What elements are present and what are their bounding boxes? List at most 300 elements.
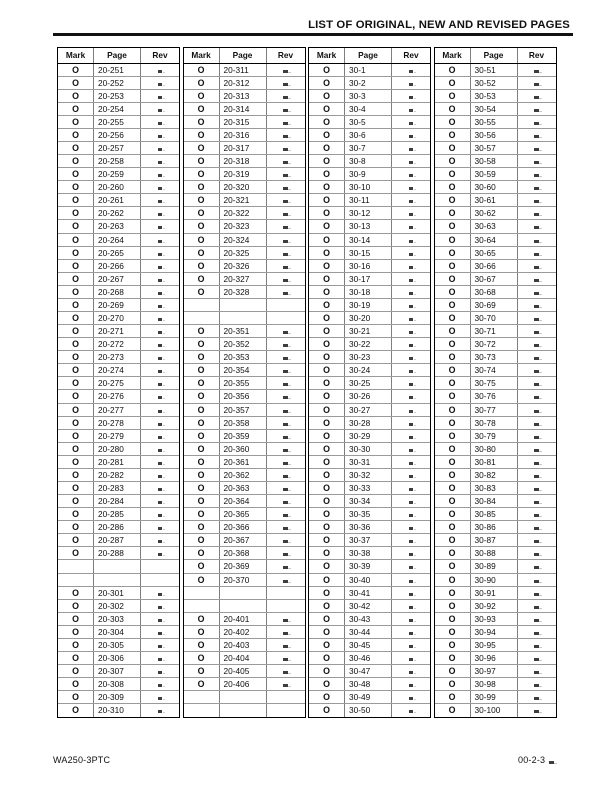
mark-symbol: O — [197, 378, 205, 389]
rev-cell — [392, 587, 430, 599]
rev-mark-icon — [158, 514, 163, 517]
table-row — [309, 639, 430, 652]
page-cell: 20-363 — [220, 482, 267, 494]
mark-symbol: O — [323, 561, 330, 572]
table-row — [309, 547, 430, 560]
table-row — [435, 600, 556, 613]
mark-cell — [435, 168, 471, 180]
rev-cell — [392, 77, 430, 89]
mark-symbol: O — [197, 456, 205, 467]
mark-symbol: O — [197, 443, 205, 454]
page-cell: 20-308 — [94, 678, 141, 690]
mark-cell — [184, 508, 220, 520]
page-cell: 30-64 — [471, 234, 518, 246]
column-header-page: Page — [94, 48, 141, 63]
rev-cell — [392, 142, 430, 154]
mark-symbol: O — [323, 469, 330, 480]
page-cell: 20-310 — [94, 704, 141, 717]
mark-symbol: O — [323, 365, 330, 376]
mark-symbol: O — [197, 613, 205, 624]
rev-cell — [141, 430, 179, 442]
mark-cell — [184, 364, 220, 376]
rev-cell — [392, 325, 430, 337]
mark-cell — [435, 90, 471, 102]
rev-cell — [267, 77, 305, 89]
rev-mark-icon — [283, 580, 288, 583]
page-cell: 30-22 — [345, 338, 392, 350]
rev-mark-icon — [534, 671, 539, 674]
rev-cell — [518, 417, 556, 429]
column-header-mark: Mark — [435, 48, 471, 63]
page-cell: 30-79 — [471, 430, 518, 442]
table-row — [184, 286, 305, 299]
mark-cell — [184, 560, 220, 572]
rev-mark-icon — [534, 305, 539, 308]
rev-mark-icon — [409, 423, 414, 426]
mark-cell — [58, 129, 94, 141]
rev-cell — [518, 587, 556, 599]
rev-cell — [392, 247, 430, 259]
rev-mark-icon — [534, 436, 539, 439]
page-cell: 20-357 — [220, 404, 267, 416]
rev-cell — [518, 560, 556, 572]
page-cell: 20-361 — [220, 456, 267, 468]
mark-symbol: O — [448, 679, 456, 690]
rev-cell — [141, 560, 179, 572]
rev-cell — [518, 364, 556, 376]
mark-symbol: O — [323, 234, 330, 245]
rev-cell — [518, 600, 556, 612]
mark-symbol: O — [448, 129, 456, 140]
rev-cell — [518, 613, 556, 625]
mark-symbol: O — [197, 666, 205, 677]
rev-mark-icon — [283, 396, 288, 399]
rev-cell — [141, 639, 179, 651]
mark-symbol: O — [72, 299, 79, 310]
mark-symbol: O — [323, 64, 330, 75]
mark-cell — [184, 665, 220, 677]
rev-mark-icon — [534, 83, 539, 86]
page-cell: 20-269 — [94, 299, 141, 311]
mark-symbol: O — [323, 626, 330, 637]
mark-symbol: O — [197, 404, 205, 415]
rev-mark-icon — [283, 161, 288, 164]
mark-symbol: O — [197, 169, 205, 180]
table-row — [309, 417, 430, 430]
table-row — [184, 351, 305, 364]
table-row — [184, 142, 305, 155]
rev-mark-icon — [409, 200, 414, 203]
mark-symbol: O — [72, 208, 79, 219]
table-row — [184, 652, 305, 665]
rev-mark-icon — [409, 580, 414, 583]
mark-cell — [58, 351, 94, 363]
mark-symbol: O — [323, 299, 330, 310]
mark-symbol: O — [72, 509, 79, 520]
page-cell: 20-256 — [94, 129, 141, 141]
rev-mark-icon — [158, 423, 163, 426]
mark-symbol: O — [323, 312, 330, 323]
mark-symbol: O — [197, 156, 205, 167]
mark-cell — [435, 207, 471, 219]
rev-cell — [392, 469, 430, 481]
mark-cell — [184, 574, 220, 586]
mark-cell — [184, 286, 220, 298]
mark-symbol: O — [323, 639, 330, 650]
mark-cell — [309, 312, 345, 324]
page-cell: 30-27 — [345, 404, 392, 416]
table-row — [435, 665, 556, 678]
rev-mark-icon — [409, 331, 414, 334]
mark-cell — [184, 260, 220, 272]
page-cell: 20-317 — [220, 142, 267, 154]
rev-mark-icon — [534, 593, 539, 596]
table-row — [58, 273, 179, 286]
page-cell: 20-315 — [220, 116, 267, 128]
mark-symbol: O — [197, 679, 205, 690]
rev-mark-icon — [534, 619, 539, 622]
page-cell: 30-50 — [345, 704, 392, 717]
rev-cell — [267, 168, 305, 180]
table-row — [184, 508, 305, 521]
table-row — [309, 299, 430, 312]
mark-cell — [435, 665, 471, 677]
rev-mark-icon — [158, 540, 163, 543]
table-row — [184, 404, 305, 417]
rev-cell — [141, 587, 179, 599]
page-cell: 30-61 — [471, 194, 518, 206]
page-cell: 20-352 — [220, 338, 267, 350]
rev-cell — [267, 534, 305, 546]
mark-cell — [435, 129, 471, 141]
page-cell — [220, 704, 267, 717]
mark-cell — [309, 260, 345, 272]
page-cell: 30-59 — [471, 168, 518, 180]
rev-mark-icon — [409, 383, 414, 386]
mark-cell — [58, 234, 94, 246]
rev-cell — [141, 495, 179, 507]
table-row — [58, 168, 179, 181]
page-cell: 30-36 — [345, 521, 392, 533]
rev-cell — [267, 207, 305, 219]
table-row — [309, 220, 430, 233]
table-row — [435, 430, 556, 443]
page-cell: 30-11 — [345, 194, 392, 206]
table-row — [435, 273, 556, 286]
page-cell: 20-369 — [220, 560, 267, 572]
rev-cell — [518, 220, 556, 232]
mark-cell — [435, 299, 471, 311]
table-row — [309, 574, 430, 587]
rev-cell — [141, 574, 179, 586]
table-row — [58, 430, 179, 443]
rev-cell — [518, 168, 556, 180]
page-cell: 30-90 — [471, 574, 518, 586]
rev-cell — [518, 430, 556, 442]
page-cell: 30-88 — [471, 547, 518, 559]
mark-cell — [184, 534, 220, 546]
table-row — [309, 613, 430, 626]
page-cell: 20-367 — [220, 534, 267, 546]
mark-symbol: O — [448, 90, 456, 101]
table-row — [309, 351, 430, 364]
table-row — [435, 90, 556, 103]
mark-symbol: O — [448, 326, 456, 337]
rev-mark-icon — [409, 449, 414, 452]
table-row — [58, 560, 179, 573]
table-row — [58, 116, 179, 129]
page-cell: 20-359 — [220, 430, 267, 442]
mark-symbol: O — [197, 221, 205, 232]
table-row — [435, 129, 556, 142]
rev-cell — [518, 665, 556, 677]
mark-symbol: O — [323, 273, 330, 284]
rev-cell — [267, 364, 305, 376]
rev-cell — [141, 168, 179, 180]
mark-symbol: O — [197, 522, 205, 533]
rev-cell — [267, 155, 305, 167]
page-cell: 20-301 — [94, 587, 141, 599]
page-cell: 20-353 — [220, 351, 267, 363]
rev-mark-icon — [534, 292, 539, 295]
rev-mark-icon — [534, 383, 539, 386]
table-row — [58, 613, 179, 626]
page-cell: 30-35 — [345, 508, 392, 520]
rev-mark-icon — [409, 488, 414, 491]
page-cell: 30-78 — [471, 417, 518, 429]
mark-cell — [184, 652, 220, 664]
mark-cell — [184, 613, 220, 625]
mark-cell — [58, 508, 94, 520]
rev-cell — [141, 312, 179, 324]
rev-cell — [267, 560, 305, 572]
rev-mark-icon — [534, 606, 539, 609]
rev-mark-icon — [158, 501, 163, 504]
rev-mark-icon — [283, 200, 288, 203]
rev-cell — [392, 260, 430, 272]
mark-symbol: O — [448, 169, 456, 180]
footer-model-code: WA250-3PTC — [53, 755, 111, 765]
table-row — [309, 404, 430, 417]
mark-symbol: O — [72, 705, 79, 716]
rev-cell — [392, 273, 430, 285]
page-cell: 30-48 — [345, 678, 392, 690]
table-row — [58, 299, 179, 312]
mark-symbol: O — [197, 247, 205, 258]
mark-cell — [309, 299, 345, 311]
page-cell — [220, 299, 267, 311]
rev-cell — [518, 351, 556, 363]
mark-cell — [309, 404, 345, 416]
page-cell: 30-86 — [471, 521, 518, 533]
mark-symbol: O — [72, 326, 79, 337]
page-cell: 20-288 — [94, 547, 141, 559]
rev-cell — [141, 390, 179, 402]
page-cell: 30-67 — [471, 273, 518, 285]
rev-mark-icon — [158, 305, 163, 308]
page-cell: 30-92 — [471, 600, 518, 612]
mark-cell — [58, 194, 94, 206]
mark-symbol: O — [323, 129, 330, 140]
column-header-rev: Rev — [277, 50, 294, 60]
rev-mark-icon — [534, 710, 539, 713]
rev-mark-icon — [534, 161, 539, 164]
table-row — [309, 521, 430, 534]
column-header-rev: Rev — [528, 50, 545, 60]
rev-cell — [518, 443, 556, 455]
rev-mark-icon — [409, 553, 414, 556]
mark-symbol: O — [323, 378, 330, 389]
table-row — [184, 90, 305, 103]
rev-mark-icon — [158, 109, 163, 112]
mark-symbol: O — [197, 561, 205, 572]
table-row — [309, 103, 430, 116]
mark-cell — [309, 247, 345, 259]
rev-mark-icon — [534, 645, 539, 648]
page-cell: 20-402 — [220, 626, 267, 638]
rev-mark-icon — [283, 475, 288, 478]
rev-mark-icon — [534, 240, 539, 243]
mark-cell — [184, 351, 220, 363]
table-row — [309, 430, 430, 443]
table-row — [309, 273, 430, 286]
table-row — [58, 521, 179, 534]
rev-cell — [518, 626, 556, 638]
page-cell: 30-3 — [345, 90, 392, 102]
mark-cell — [435, 142, 471, 154]
rev-mark-icon — [409, 174, 414, 177]
mark-cell — [58, 260, 94, 272]
rev-cell — [518, 155, 556, 167]
mark-symbol: O — [448, 417, 456, 428]
mark-cell — [435, 678, 471, 690]
page-cell: 30-69 — [471, 299, 518, 311]
rev-cell — [267, 181, 305, 193]
table-row — [184, 247, 305, 260]
rev-mark-icon — [409, 96, 414, 99]
mark-symbol: O — [72, 273, 79, 284]
page-cell: 20-279 — [94, 430, 141, 442]
rev-mark-icon — [409, 697, 414, 700]
column-header-rev: Rev — [152, 50, 168, 60]
rev-mark-icon — [158, 318, 163, 321]
rev-cell — [141, 469, 179, 481]
page-cell: 30-13 — [345, 220, 392, 232]
rev-mark-icon — [534, 658, 539, 661]
table-row — [184, 443, 305, 456]
mark-symbol: O — [448, 208, 456, 219]
table-row — [184, 220, 305, 233]
table-row — [435, 64, 556, 77]
table-row — [184, 678, 305, 691]
rev-mark-icon — [158, 671, 163, 674]
rev-cell — [267, 325, 305, 337]
mark-cell — [58, 220, 94, 232]
mark-symbol: O — [197, 234, 205, 245]
rev-mark-icon — [158, 70, 163, 73]
mark-symbol: O — [72, 653, 79, 664]
rev-mark-icon — [158, 593, 163, 596]
mark-symbol: O — [448, 286, 456, 297]
rev-cell — [267, 443, 305, 455]
page-cell: 30-91 — [471, 587, 518, 599]
rev-mark-icon — [283, 540, 288, 543]
rev-mark-icon — [409, 410, 414, 413]
mark-symbol: O — [197, 286, 205, 297]
table-row — [309, 312, 430, 325]
mark-cell — [309, 587, 345, 599]
mark-cell — [435, 626, 471, 638]
rev-cell — [267, 547, 305, 559]
mark-cell — [435, 273, 471, 285]
rev-cell — [267, 417, 305, 429]
mark-cell — [309, 417, 345, 429]
page-cell: 20-254 — [94, 103, 141, 115]
rev-cell — [141, 443, 179, 455]
mark-cell — [184, 168, 220, 180]
mark-cell — [184, 469, 220, 481]
mark-cell — [184, 155, 220, 167]
table-row — [435, 456, 556, 469]
rev-cell — [518, 260, 556, 272]
table-row — [309, 116, 430, 129]
mark-symbol: O — [323, 182, 330, 193]
table-row — [309, 181, 430, 194]
pages-table — [57, 47, 557, 718]
table-row — [58, 495, 179, 508]
mark-cell — [309, 103, 345, 115]
page-cell: 20-401 — [220, 613, 267, 625]
mark-symbol: O — [323, 195, 330, 206]
mark-symbol: O — [323, 456, 330, 467]
rev-cell — [518, 495, 556, 507]
table-row — [435, 194, 556, 207]
mark-symbol: O — [72, 443, 79, 454]
rev-mark-icon — [158, 148, 163, 151]
mark-cell — [58, 456, 94, 468]
mark-cell — [435, 377, 471, 389]
table-row — [309, 626, 430, 639]
page-cell: 20-355 — [220, 377, 267, 389]
page-cell: 30-29 — [345, 430, 392, 442]
table-row — [184, 547, 305, 560]
rev-cell — [267, 103, 305, 115]
rev-mark-icon — [283, 462, 288, 465]
page-cell: 30-21 — [345, 325, 392, 337]
table-row — [309, 678, 430, 691]
page-cell: 30-71 — [471, 325, 518, 337]
page-cell: 20-360 — [220, 443, 267, 455]
rev-mark-icon — [158, 410, 163, 413]
table-row — [309, 587, 430, 600]
rev-cell — [392, 351, 430, 363]
table-row — [435, 338, 556, 351]
mark-symbol: O — [323, 260, 330, 271]
rev-mark-icon — [534, 357, 539, 360]
rev-mark-icon — [283, 240, 288, 243]
page-cell: 30-44 — [345, 626, 392, 638]
mark-symbol: O — [72, 64, 79, 75]
rev-mark-icon — [409, 226, 414, 229]
rev-cell — [392, 626, 430, 638]
rev-mark-icon — [158, 684, 163, 687]
rev-cell — [392, 652, 430, 664]
rev-cell — [267, 600, 305, 612]
table-row — [435, 587, 556, 600]
rev-mark-icon — [409, 292, 414, 295]
rev-mark-icon — [283, 187, 288, 190]
mark-cell — [435, 547, 471, 559]
